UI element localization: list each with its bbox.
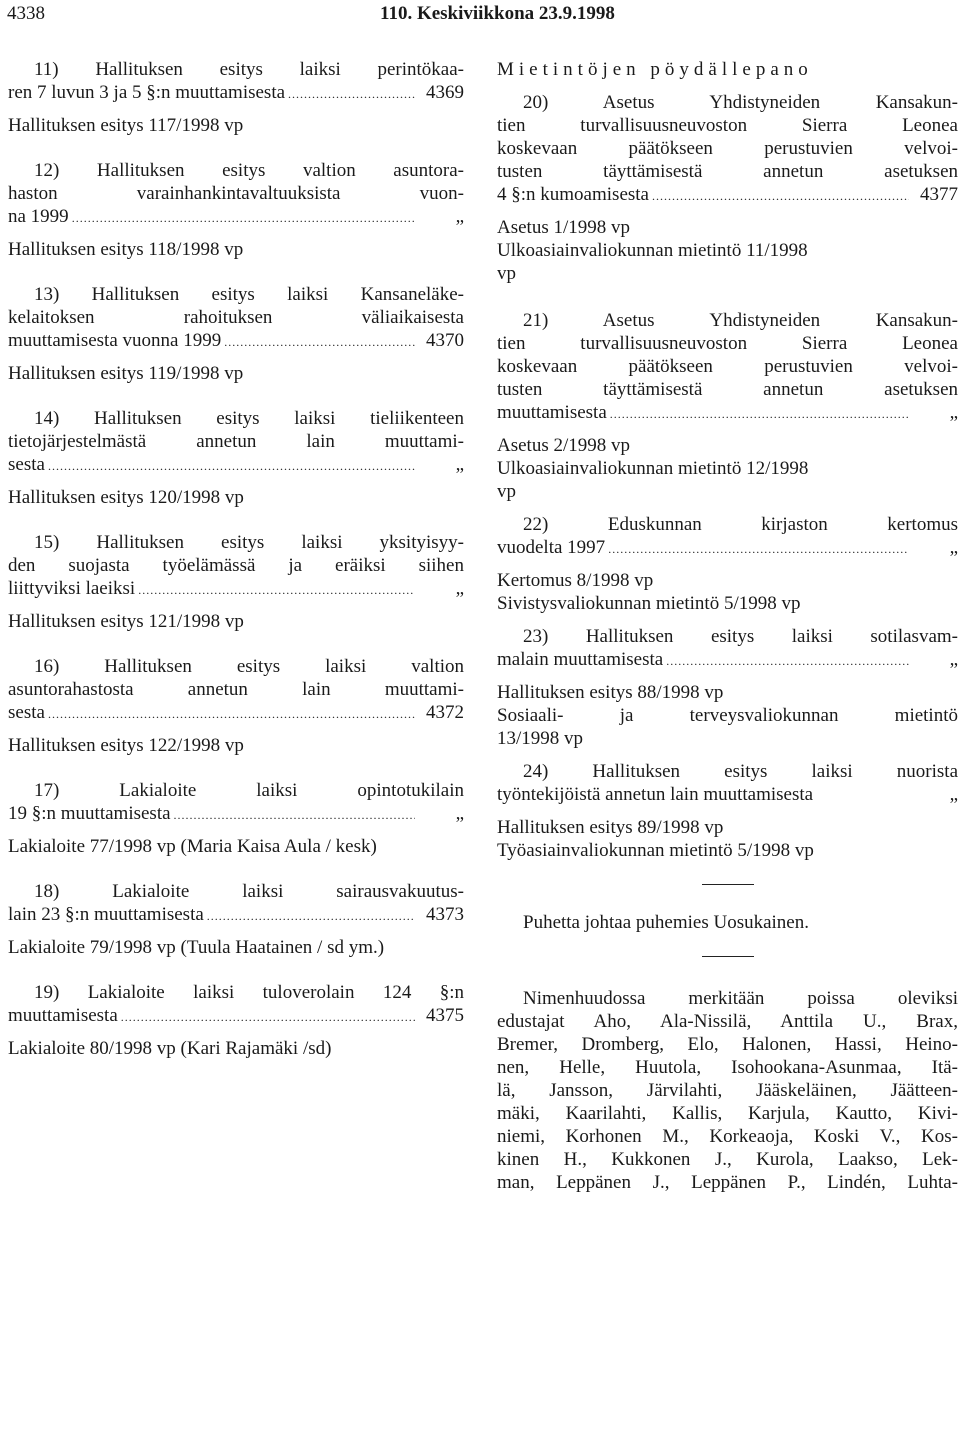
- agenda-item-16: [8, 655, 464, 757]
- leader-dots: [48, 703, 415, 726]
- document-reference: Asetus 1/1998 vp: [497, 217, 630, 238]
- page-ref: 4373: [426, 904, 464, 925]
- item-leader-line: [497, 648, 958, 671]
- item-line: muuttamisesta: [8, 1005, 118, 1026]
- page-ref: „: [455, 578, 464, 599]
- leader-dots: [138, 579, 415, 602]
- agenda-item-12: [8, 159, 464, 261]
- item-line: 22) Eduskunnan kirjaston kertomus: [523, 514, 958, 535]
- committee-report: vp: [497, 481, 516, 502]
- agenda-item-20: [497, 91, 958, 285]
- item-leader-line: [8, 329, 464, 352]
- roll-call-paragraph: [497, 987, 958, 1194]
- item-line: tusten täyttämisestä annetun asetuksen: [497, 161, 958, 182]
- item-line: haston varainhankintavaltuuksista vuon-: [8, 183, 464, 204]
- page-ref: „: [455, 206, 464, 227]
- item-line: sesta: [8, 454, 45, 475]
- item-line: tien turvallisuusneuvoston Sierra Leonea: [497, 115, 958, 136]
- page-ref: 4375: [426, 1005, 464, 1026]
- leader-dots: [121, 1006, 415, 1029]
- item-line: 15) Hallituksen esitys laiksi yksityisyy-: [34, 532, 464, 553]
- page-ref: „: [949, 784, 958, 805]
- right-column: [497, 58, 958, 1194]
- page-ref: „: [455, 803, 464, 824]
- document-reference: Hallituksen esitys 121/1998 vp: [8, 611, 244, 632]
- roll-call-line: nen, Helle, Huutola, Isohookana-Asunmaa, Itä-: [497, 1057, 958, 1078]
- document-reference: Hallituksen esitys 122/1998 vp: [8, 735, 244, 756]
- leader-dots: [72, 207, 415, 230]
- item-line: koskevaan päätökseen perustuvien velvoi-: [497, 356, 958, 377]
- item-leader-line: [8, 1004, 464, 1027]
- document-reference: Lakialoite 77/1998 vp (Maria Kaisa Aula / kesk): [8, 836, 377, 857]
- roll-call-line: man, Leppänen J., Leppänen P., Lindén, Luhta-: [497, 1172, 958, 1193]
- document-reference: Hallituksen esitys 89/1998 vp: [497, 817, 724, 838]
- agenda-item-11: [8, 58, 464, 137]
- roll-call-line: edustajat Aho, Ala-Nissilä, Anttila U., Brax,: [497, 1011, 958, 1032]
- agenda-item-23: [497, 625, 958, 750]
- item-line: lain 23 §:n muuttamisesta: [8, 904, 204, 925]
- item-line: 24) Hallituksen esitys laiksi nuorista: [523, 761, 958, 782]
- page-header: [0, 0, 960, 30]
- committee-report: Sivistysvaliokunnan mietintö 5/1998 vp: [497, 593, 801, 614]
- item-line: 17) Lakialoite laiksi opintotukilain: [34, 780, 464, 801]
- agenda-item-19: [8, 981, 464, 1060]
- leader-dots: [666, 650, 909, 673]
- page-number: 4338: [7, 3, 45, 24]
- item-line: liittyviksi laeiksi: [8, 578, 136, 599]
- item-leader-line: [497, 183, 958, 206]
- agenda-item-17: [8, 779, 464, 858]
- item-line: 11) Hallituksen esitys laiksi perintökaa-: [34, 59, 464, 80]
- document-reference: Hallituksen esitys 119/1998 vp: [8, 363, 244, 384]
- item-leader-line: [8, 802, 464, 825]
- item-line: 4 §:n kumoamisesta: [497, 184, 649, 205]
- item-leader-line: [8, 81, 464, 104]
- item-line: asuntorahastosta annetun lain muuttami-: [8, 679, 464, 700]
- agenda-item-22: [497, 513, 958, 615]
- left-column: [8, 58, 464, 1060]
- item-line: 18) Lakialoite laiksi sairausvakuutus-: [34, 881, 464, 902]
- item-line: tusten täyttämisestä annetun asetuksen: [497, 379, 958, 400]
- document-reference: Lakialoite 80/1998 vp (Kari Rajamäki /sd): [8, 1038, 332, 1059]
- item-leader-line: [8, 701, 464, 724]
- item-line: 21) Asetus Yhdistyneiden Kansakun-: [523, 310, 958, 331]
- page-ref: 4372: [426, 702, 464, 723]
- item-line: 20) Asetus Yhdistyneiden Kansakun-: [523, 92, 958, 113]
- agenda-item-18: [8, 880, 464, 959]
- roll-call-line: Nimenhuudossa merkitään poissa oleviksi: [523, 988, 958, 1009]
- item-line: 12) Hallituksen esitys valtion asuntora-: [34, 160, 464, 181]
- committee-report: Ulkoasiainvaliokunnan mietintö 11/1998: [497, 240, 808, 261]
- item-leader-line: [497, 783, 958, 806]
- item-line: 19) Lakialoite laiksi tuloverolain 124 §:n: [34, 982, 464, 1003]
- agenda-item-24: [497, 760, 958, 862]
- item-line: tietojärjestelmästä annetun lain muuttami-: [8, 431, 464, 452]
- item-leader-line: [8, 205, 464, 228]
- agenda-item-14: [8, 407, 464, 509]
- item-line: 19 §:n muuttamisesta: [8, 803, 171, 824]
- committee-report: Sosiaali- ja terveysvaliokunnan mietintö: [497, 705, 958, 726]
- item-leader-line: [497, 401, 958, 424]
- leader-dots: [652, 185, 909, 208]
- item-line: sesta: [8, 702, 45, 723]
- item-line: koskevaan päätökseen perustuvien velvoi-: [497, 138, 958, 159]
- committee-report: Työasiainvaliokunnan mietintö 5/1998 vp: [497, 840, 814, 861]
- item-line: kelaitoksen rahoituksen väliaikaisesta: [8, 307, 464, 328]
- item-line: 13) Hallituksen esitys laiksi Kansaneläke-: [34, 284, 464, 305]
- item-leader-line: [8, 453, 464, 476]
- item-line: den suojasta työelämässä ja eräiksi siihen: [8, 555, 464, 576]
- leader-dots: [610, 403, 909, 426]
- document-reference: Hallituksen esitys 120/1998 vp: [8, 487, 244, 508]
- item-leader-line: [8, 903, 464, 926]
- leader-dots: [48, 455, 415, 478]
- page-ref: „: [949, 537, 958, 558]
- leader-dots: [288, 83, 415, 106]
- document-reference: Hallituksen esitys 117/1998 vp: [8, 115, 244, 136]
- page-ref: „: [949, 402, 958, 423]
- item-line: muuttamisesta vuonna 1999: [8, 330, 222, 351]
- page-ref: 4369: [426, 82, 464, 103]
- roll-call-line: lä, Jansson, Järvilahti, Jääskeläinen, Jäätteen-: [497, 1080, 958, 1101]
- committee-report: Ulkoasiainvaliokunnan mietintö 12/1998: [497, 458, 809, 479]
- committee-report: vp: [497, 263, 516, 284]
- roll-call-line: kinen H., Kukkonen J., Kurola, Laakso, Lek-: [497, 1149, 958, 1170]
- page-ref: „: [949, 649, 958, 670]
- session-title: 110. Keskiviikkona 23.9.1998: [380, 3, 615, 24]
- item-line: 16) Hallituksen esitys laiksi valtion: [34, 656, 464, 677]
- roll-call-line: mäki, Kaarilahti, Kallis, Karjula, Kautto, Kivi-: [497, 1103, 958, 1124]
- document-reference: Hallituksen esitys 88/1998 vp: [497, 682, 724, 703]
- item-line: työntekijöistä annetun lain muuttamisesta: [497, 784, 814, 805]
- item-line: muuttamisesta: [497, 402, 607, 423]
- leader-dots: [608, 538, 909, 561]
- item-leader-line: [8, 577, 464, 600]
- item-line: tien turvallisuusneuvoston Sierra Leonea: [497, 333, 958, 354]
- item-line: malain muuttamisesta: [497, 649, 664, 670]
- page-ref: 4377: [920, 184, 958, 205]
- item-line: na 1999: [8, 206, 69, 227]
- document-reference: Lakialoite 79/1998 vp (Tuula Haatainen / sd ym.): [8, 937, 385, 958]
- page-ref: 4370: [426, 330, 464, 351]
- section-heading: Mietintöjen pöydällepano: [497, 59, 813, 80]
- document-reference: Asetus 2/1998 vp: [497, 435, 630, 456]
- page-ref: „: [455, 454, 464, 475]
- agenda-item-13: [8, 283, 464, 385]
- roll-call-line: Bremer, Dromberg, Elo, Halonen, Hassi, Heino-: [497, 1034, 958, 1055]
- item-line: 14) Hallituksen esitys laiksi tieliikenteen: [34, 408, 464, 429]
- item-leader-line: [497, 536, 958, 559]
- agenda-item-21: [497, 309, 958, 503]
- leader-dots: [207, 905, 415, 928]
- leader-dots: [174, 804, 415, 827]
- chair-note: Puhetta johtaa puhemies Uosukainen.: [523, 912, 809, 933]
- item-line: 23) Hallituksen esitys laiksi sotilasvam-: [523, 626, 958, 647]
- leader-dots: [224, 331, 415, 354]
- item-line: vuodelta 1997: [497, 537, 606, 558]
- agenda-item-15: [8, 531, 464, 633]
- committee-report: 13/1998 vp: [497, 728, 584, 749]
- roll-call-line: niemi, Korhonen M., Korkeaoja, Koski V., Kos-: [497, 1126, 958, 1147]
- document-reference: Hallituksen esitys 118/1998 vp: [8, 239, 244, 260]
- item-line: ren 7 luvun 3 ja 5 §:n muuttamisesta: [8, 82, 286, 103]
- document-reference: Kertomus 8/1998 vp: [497, 570, 654, 591]
